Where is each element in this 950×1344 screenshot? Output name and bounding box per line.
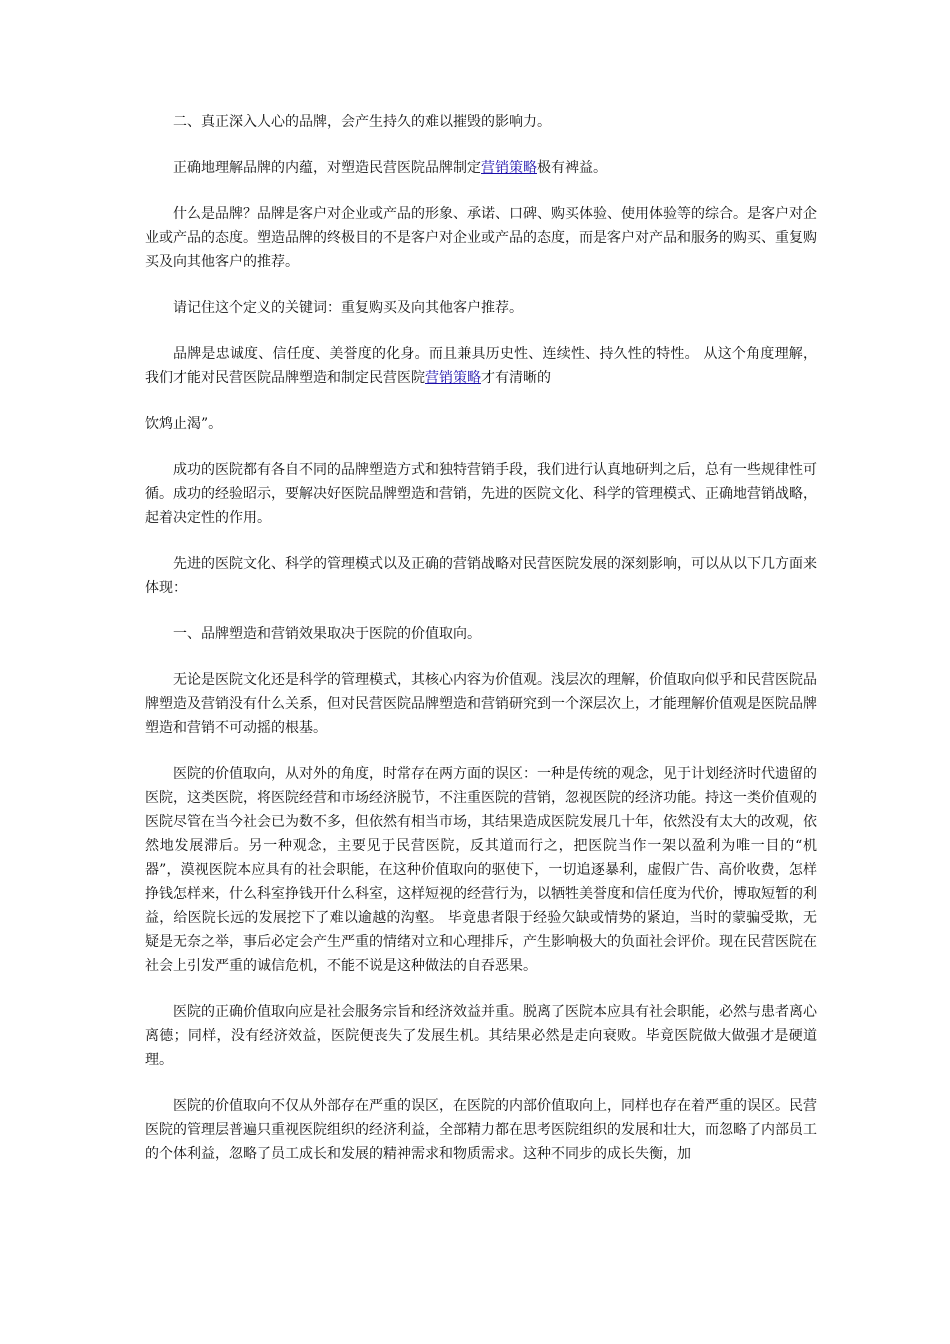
marketing-strategy-link[interactable]: 营销策略 <box>481 160 537 176</box>
paragraph-core-values: 无论是医院文化还是科学的管理模式，其核心内容为价值观。浅层次的理解，价值取向似乎和民营医院品牌塑造及营销没有什么关系，但对民营医院品牌塑造和营销研究到一个深层次上，才能理解价值观是医院品牌塑造和营销不可动摇的根基。 <box>145 672 817 736</box>
paragraph-text: 品牌是忠诚度、信任度、美誉度的化身。而且兼具历史性、连续性、持久性的特性。 从这个角度理解，我们才能对民营医院品牌塑造和制定民营医院 <box>145 346 817 386</box>
paragraph-brand-loyalty <box>145 342 817 390</box>
paragraph-advanced-culture: 先进的医院文化、科学的管理模式以及正确的营销战略对民营医院发展的深刻影响，可以从以下几方面来体现： <box>145 556 817 596</box>
paragraph-successful-hospitals: 成功的医院都有各自不同的品牌塑造方式和独特营销手段，我们进行认真地研判之后，总有一些规律性可循。成功的经验昭示，要解决好医院品牌塑造和营销，先进的医院文化、科学的管理模式、正确地营销战略，起着决定性的作用。 <box>145 462 817 526</box>
paragraph-fragment: 饮鸩止渴”。 <box>145 416 223 432</box>
paragraph-text: 正确地理解品牌的内蕴，对塑造民营医院品牌制定 <box>173 160 481 176</box>
paragraph-heading-1: 一、品牌塑造和营销效果取决于医院的价值取向。 <box>173 626 481 642</box>
paragraph-heading-2: 二、真正深入人心的品牌，会产生持久的难以摧毁的影响力。 <box>173 114 551 130</box>
paragraph-internal-values: 医院的价值取向不仅从外部存在严重的误区，在医院的内部价值取向上，同样也存在着严重的误区。民营医院的管理层普遍只重视医院组织的经济利益，全部精力都在思考医院组织的发展和壮大，而忽略了内部员工的个体利益，忽略了员工成长和发展的精神需求和物质需求。这种不同步的成长失衡，加 <box>145 1098 817 1162</box>
paragraph-text: 极有裨益。 <box>537 160 607 176</box>
paragraph-brand-meaning <box>145 156 817 180</box>
document-body <box>145 110 817 1188</box>
paragraph-correct-values: 医院的正确价值取向应是社会服务宗旨和经济效益并重。脱离了医院本应具有社会职能，必然与患者离心离德；同样，没有经济效益，医院便丧失了发展生机。其结果必然是走向衰败。毕竟医院做大做强才是硬道理。 <box>145 1004 817 1068</box>
paragraph-text: 才有清晰的 <box>481 370 551 386</box>
paragraph-value-misconceptions: 医院的价值取向，从对外的角度，时常存在两方面的误区：一种是传统的观念，见于计划经济时代遗留的医院，这类医院，将医院经营和市场经济脱节，不注重医院的营销，忽视医院的经济功能。持这一类价值观的医院尽管在当今社会已为数不多，但依然有相当市场，其结果造成医院发展几十年，依然没有太大的改观，依然地发展滞后。另一种观念，主要见于民营医院，反其道而行之，把医院当作一架以盈利为唯一目的“机器”，漠视医院本应具有的社会职能，在这种价值取向的驱使下，一切追逐暴利，虚假广告、高价收费，怎样挣钱怎样来，什么科室挣钱开什么科室，这样短视的经营行为，以牺牲美誉度和信任度为代价，博取短暂的利益，给医院长远的发展挖下了难以逾越的沟壑。 毕竟患者限于经验欠缺或情势的紧迫，当时的蒙骗受欺，无疑是无奈之举，事后必定会产生严重的情绪对立和心理排斥，产生影响极大的负面社会评价。现在民营医院在社会上引发严重的诚信危机，不能不说是这种做法的自吞恶果。 <box>145 766 817 974</box>
paragraph-keywords: 请记住这个定义的关键词：重复购买及向其他客户推荐。 <box>173 300 523 316</box>
paragraph-what-is-brand: 什么是品牌？品牌是客户对企业或产品的形象、承诺、口碑、购买体验、使用体验等的综合。是客户对企业或产品的态度。塑造品牌的终极目的不是客户对企业或产品的态度，而是客户对产品和服务的购买、重复购买及向其他客户的推荐。 <box>145 206 817 270</box>
marketing-strategy-link[interactable]: 营销策略 <box>425 370 481 386</box>
